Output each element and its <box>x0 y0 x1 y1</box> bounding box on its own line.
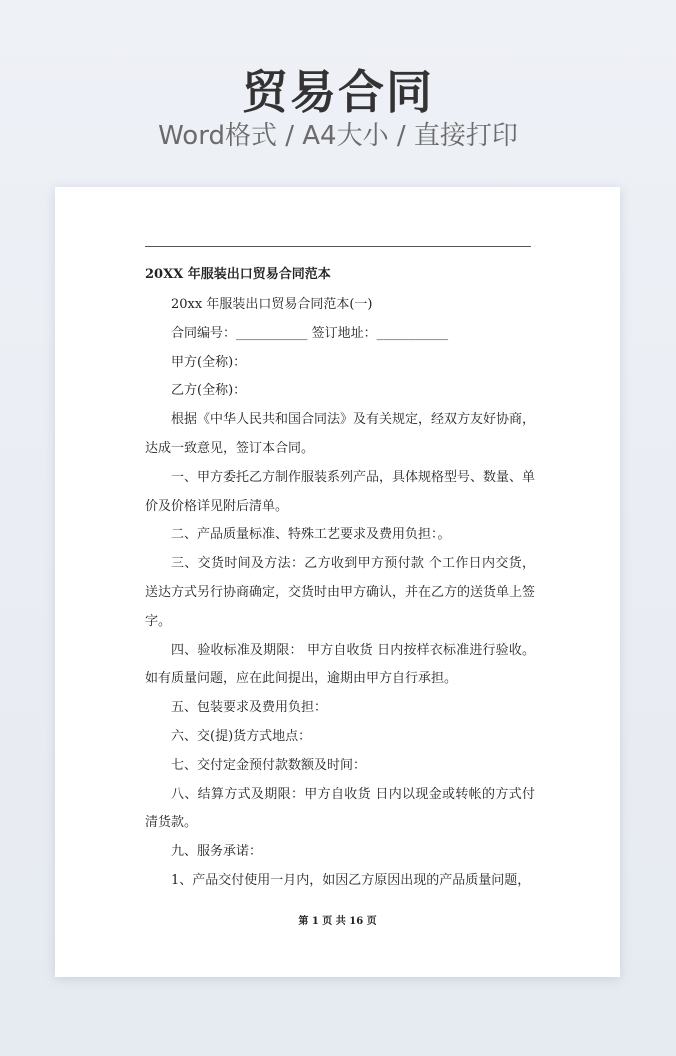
paragraph-preamble: 根据《中华人民共和国合同法》及有关规定，经双方友好协商，达成一致意见，签订本合同。 <box>145 412 536 456</box>
paragraph-party-a: 甲方(全称)： <box>171 354 247 370</box>
paragraph-clause-9: 九、服务承诺： <box>171 844 263 860</box>
header-rule <box>145 246 531 247</box>
paragraph-clause-5: 五、包装要求及费用负担： <box>171 700 328 716</box>
paragraph-subtitle: 20xx 年服装出口贸易合同范本(一) <box>171 297 373 312</box>
paragraph-clause-2: 二、产品质量标准、特殊工艺要求及费用负担：。 <box>171 527 451 543</box>
paragraph-clause-1: 一、甲方委托乙方制作服装系列产品，具体规格型号、数量、单价及价格详见附后清单。 <box>145 469 536 514</box>
document-page <box>55 187 620 977</box>
banner-title: 贸易合同 <box>242 65 434 119</box>
document-body <box>145 263 535 896</box>
paragraph-clause-4: 四、验收标准及期限： 甲方自收货 日内按样衣标准进行验收。如有质量问题，应在此间提出，逾期由甲方自行承担。 <box>145 642 535 687</box>
paragraph-contract-number: 合同编号：___________ 签订地址：___________ <box>171 325 449 341</box>
document-heading: 20XX 年服装出口贸易合同范本 <box>145 267 331 282</box>
paragraph-clause-8: 八、结算方式及期限：甲方自收货 日内以现金或转帐的方式付清货款。 <box>145 786 535 831</box>
paragraph-party-b: 乙方(全称)： <box>171 383 247 399</box>
paragraph-clause-7: 七、交付定金预付款数额及时间： <box>171 757 367 773</box>
paragraph-clause-6: 六、交(提)货方式地点： <box>171 728 312 744</box>
paragraph-clause-9-1: 1、产品交付使用一月内，如因乙方原因出现的产品质量问题， <box>171 872 531 888</box>
paragraph-clause-3: 三、交货时间及方法：乙方收到甲方预付款 个工作日内交货，送达方式另行协商确定，交货时由甲方确认，并在乙方的送货单上签字。 <box>145 556 536 629</box>
page-number-footer: 第 1 页 共 16 页 <box>298 916 377 927</box>
banner-subtitle: Word格式 / A4大小 / 直接打印 <box>158 121 518 151</box>
